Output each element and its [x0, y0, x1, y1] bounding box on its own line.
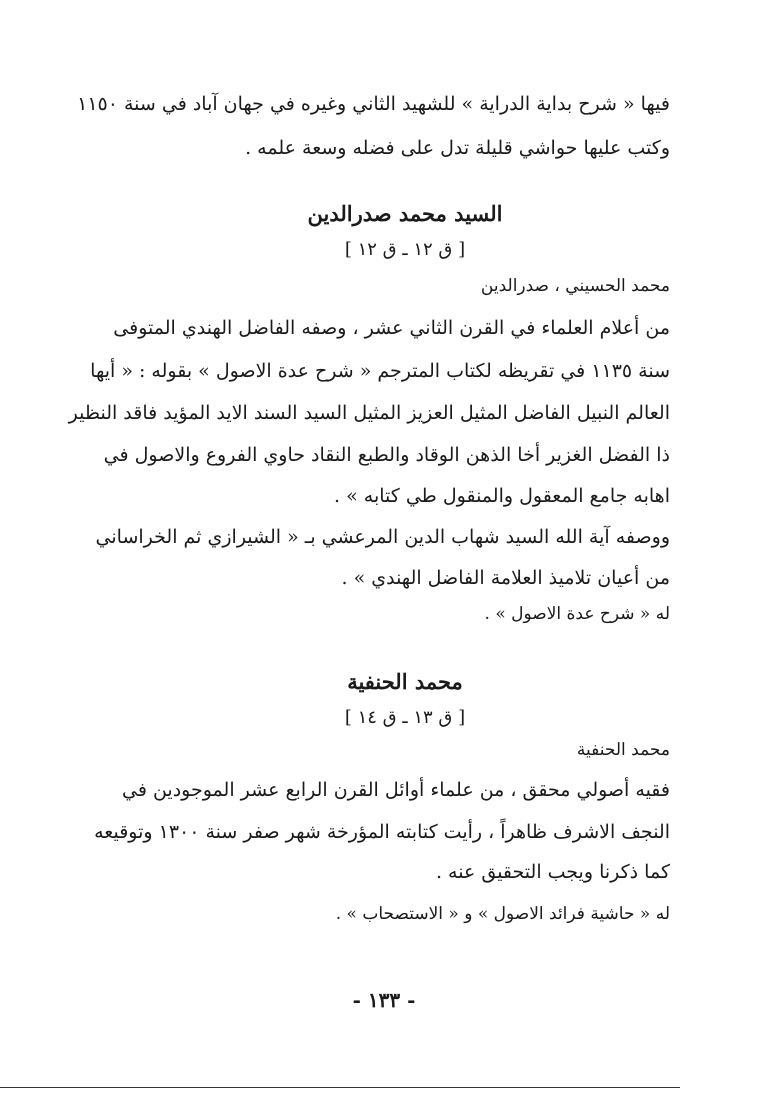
entry1-line-4: ذا الفضل الغزير أخا الذهن الوقاد والطبع النقاد حاوي الفروع والاصول في — [103, 444, 670, 466]
intro-line-1: فيها « شرح بداية الدراية » للشهيد الثاني وغيره في جهان آباد في سنة ١١٥٠ — [77, 93, 670, 115]
entry2-line-3: كما ذكرنا ويجب التحقيق عنه . — [435, 861, 670, 883]
entry2-title: محمد الحنفية — [347, 669, 463, 694]
entry1-century: [ ق ١٢ ـ ق ١٢ ] — [344, 239, 466, 260]
entry2-name: محمد الحنفية — [576, 740, 670, 760]
intro-line-2: وكتب عليها حواشي قليلة تدل على فضله وسعة علمه . — [245, 137, 670, 159]
entry2-line-2: النجف الاشرف ظاهراً ، رأيت كتابته المؤرخة شهر صفر سنة ١٣٠٠ وتوقيعه — [94, 821, 670, 843]
entry2-century: [ ق ١٣ ـ ق ١٤ ] — [344, 707, 466, 728]
entry2-works: له « حاشية فرائد الاصول » و « الاستصحاب » . — [335, 904, 670, 924]
entry1-line-7: من أعيان تلاميذ العلامة الفاضل الهندي » . — [341, 567, 670, 589]
entry1-line-3: العالم النبيل الفاضل المثيل العزيز المثيل السيد السند الايد المؤيد فاقد النظير — [68, 402, 670, 424]
entry2-line-1: فقيه أصولي محقق ، من علماء أوائل القرن الرابع عشر الموجودين في — [122, 779, 670, 801]
entry1-line-6: ووصفه آية الله السيد شهاب الدين المرعشي بـ « الشيرازي ثم الخراساني — [95, 526, 670, 548]
page-number: - ١٣٣ - — [352, 988, 416, 1012]
entry1-line-5: اهابه جامع المعقول والمنقول طي كتابه » . — [334, 485, 670, 507]
footer-rule — [0, 1087, 680, 1088]
entry1-title: السيد محمد صدرالدين — [307, 201, 503, 226]
entry1-line-2: سنة ١١٣٥ في تقريظه لكتاب المترجم « شرح عدة الاصول » بقوله : « أيها — [90, 360, 670, 382]
entry1-name: محمد الحسيني ، صدرالدين — [480, 276, 670, 296]
entry1-works: له « شرح عدة الاصول » . — [484, 604, 670, 624]
entry1-line-1: من أعلام العلماء في القرن الثاني عشر ، وصفه الفاضل الهندي المتوفى — [113, 317, 670, 339]
